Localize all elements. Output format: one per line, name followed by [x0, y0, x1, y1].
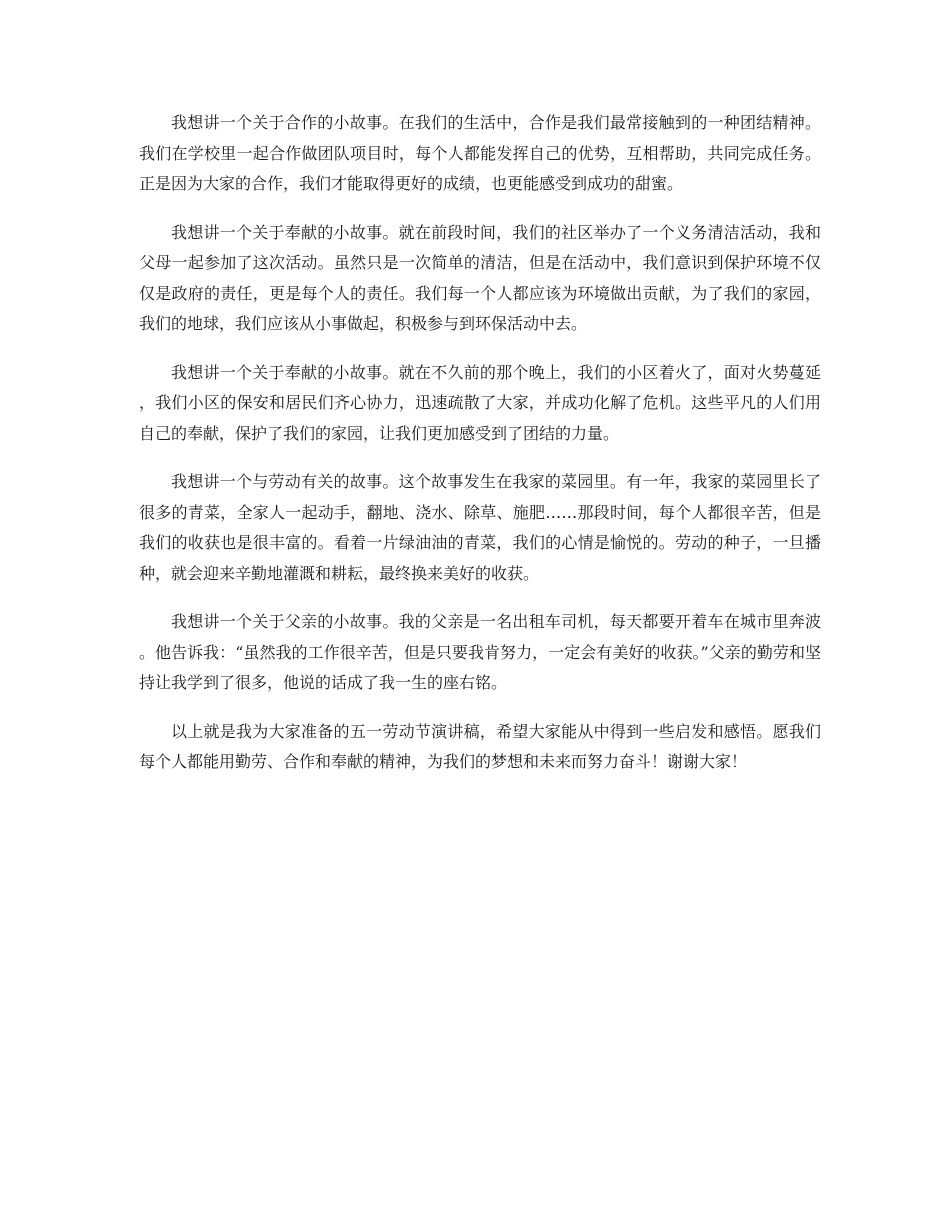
document-body — [139, 108, 821, 778]
paragraph-garden-labor-story: 我想讲一个与劳动有关的故事。这个故事发生在我家的菜园里。有一年，我家的菜园里长了很多的青菜，全家人一起动手，翻地、浇水、除草、施肥……那段时间，每个人都很辛苦，但是我们的收获也是很丰富的。看着一片绿油油的青菜，我们的心情是愉悦的。劳动的种子，一旦播种，就会迎来辛勤地灌溉和耕耘，最终换来美好的收获。 — [139, 472, 821, 583]
paragraph-fire-story: 我想讲一个关于奉献的小故事。就在不久前的那个晚上，我们的小区着火了，面对火势蔓延，我们小区的保安和居民们齐心协力，迅速疏散了大家，并成功化解了危机。这些平凡的人们用自己的奉献，保护了我们的家园，让我们更加感受到了团结的力量。 — [139, 362, 821, 443]
paragraph-father-story: 我想讲一个关于父亲的小故事。我的父亲是一名出租车司机，每天都要开着车在城市里奔波。他告诉我：“虽然我的工作很辛苦，但是只要我肯努力，一定会有美好的收获。”父亲的勤劳和坚持让我学到了很多，他说的话成了我一生的座右铭。 — [139, 612, 821, 692]
paragraph-closing: 以上就是我为大家准备的五一劳动节演讲稿，希望大家能从中得到一些启发和感悟。愿我们每个人都能用勤劳、合作和奉献的精神，为我们的梦想和未来而努力奋斗！谢谢大家！ — [139, 721, 821, 771]
paragraph-community-cleanup-story: 我想讲一个关于奉献的小故事。就在前段时间，我们的社区举办了一个义务清洁活动，我和父母一起参加了这次活动。虽然只是一次简单的清洁，但是在活动中，我们意识到保护环境不仅仅是政府的责任，更是每个人的责任。我们每一个人都应该为环境做出贡献，为了我们的家园，我们的地球，我们应该从小事做起，积极参与到环保活动中去。 — [139, 222, 821, 333]
paragraph-cooperation-story: 我想讲一个关于合作的小故事。在我们的生活中，合作是我们最常接触到的一种团结精神。我们在学校里一起合作做团队项目时，每个人都能发挥自己的优势，互相帮助，共同完成任务。正是因为大家的合作，我们才能取得更好的成绩，也更能感受到成功的甜蜜。 — [139, 113, 821, 193]
